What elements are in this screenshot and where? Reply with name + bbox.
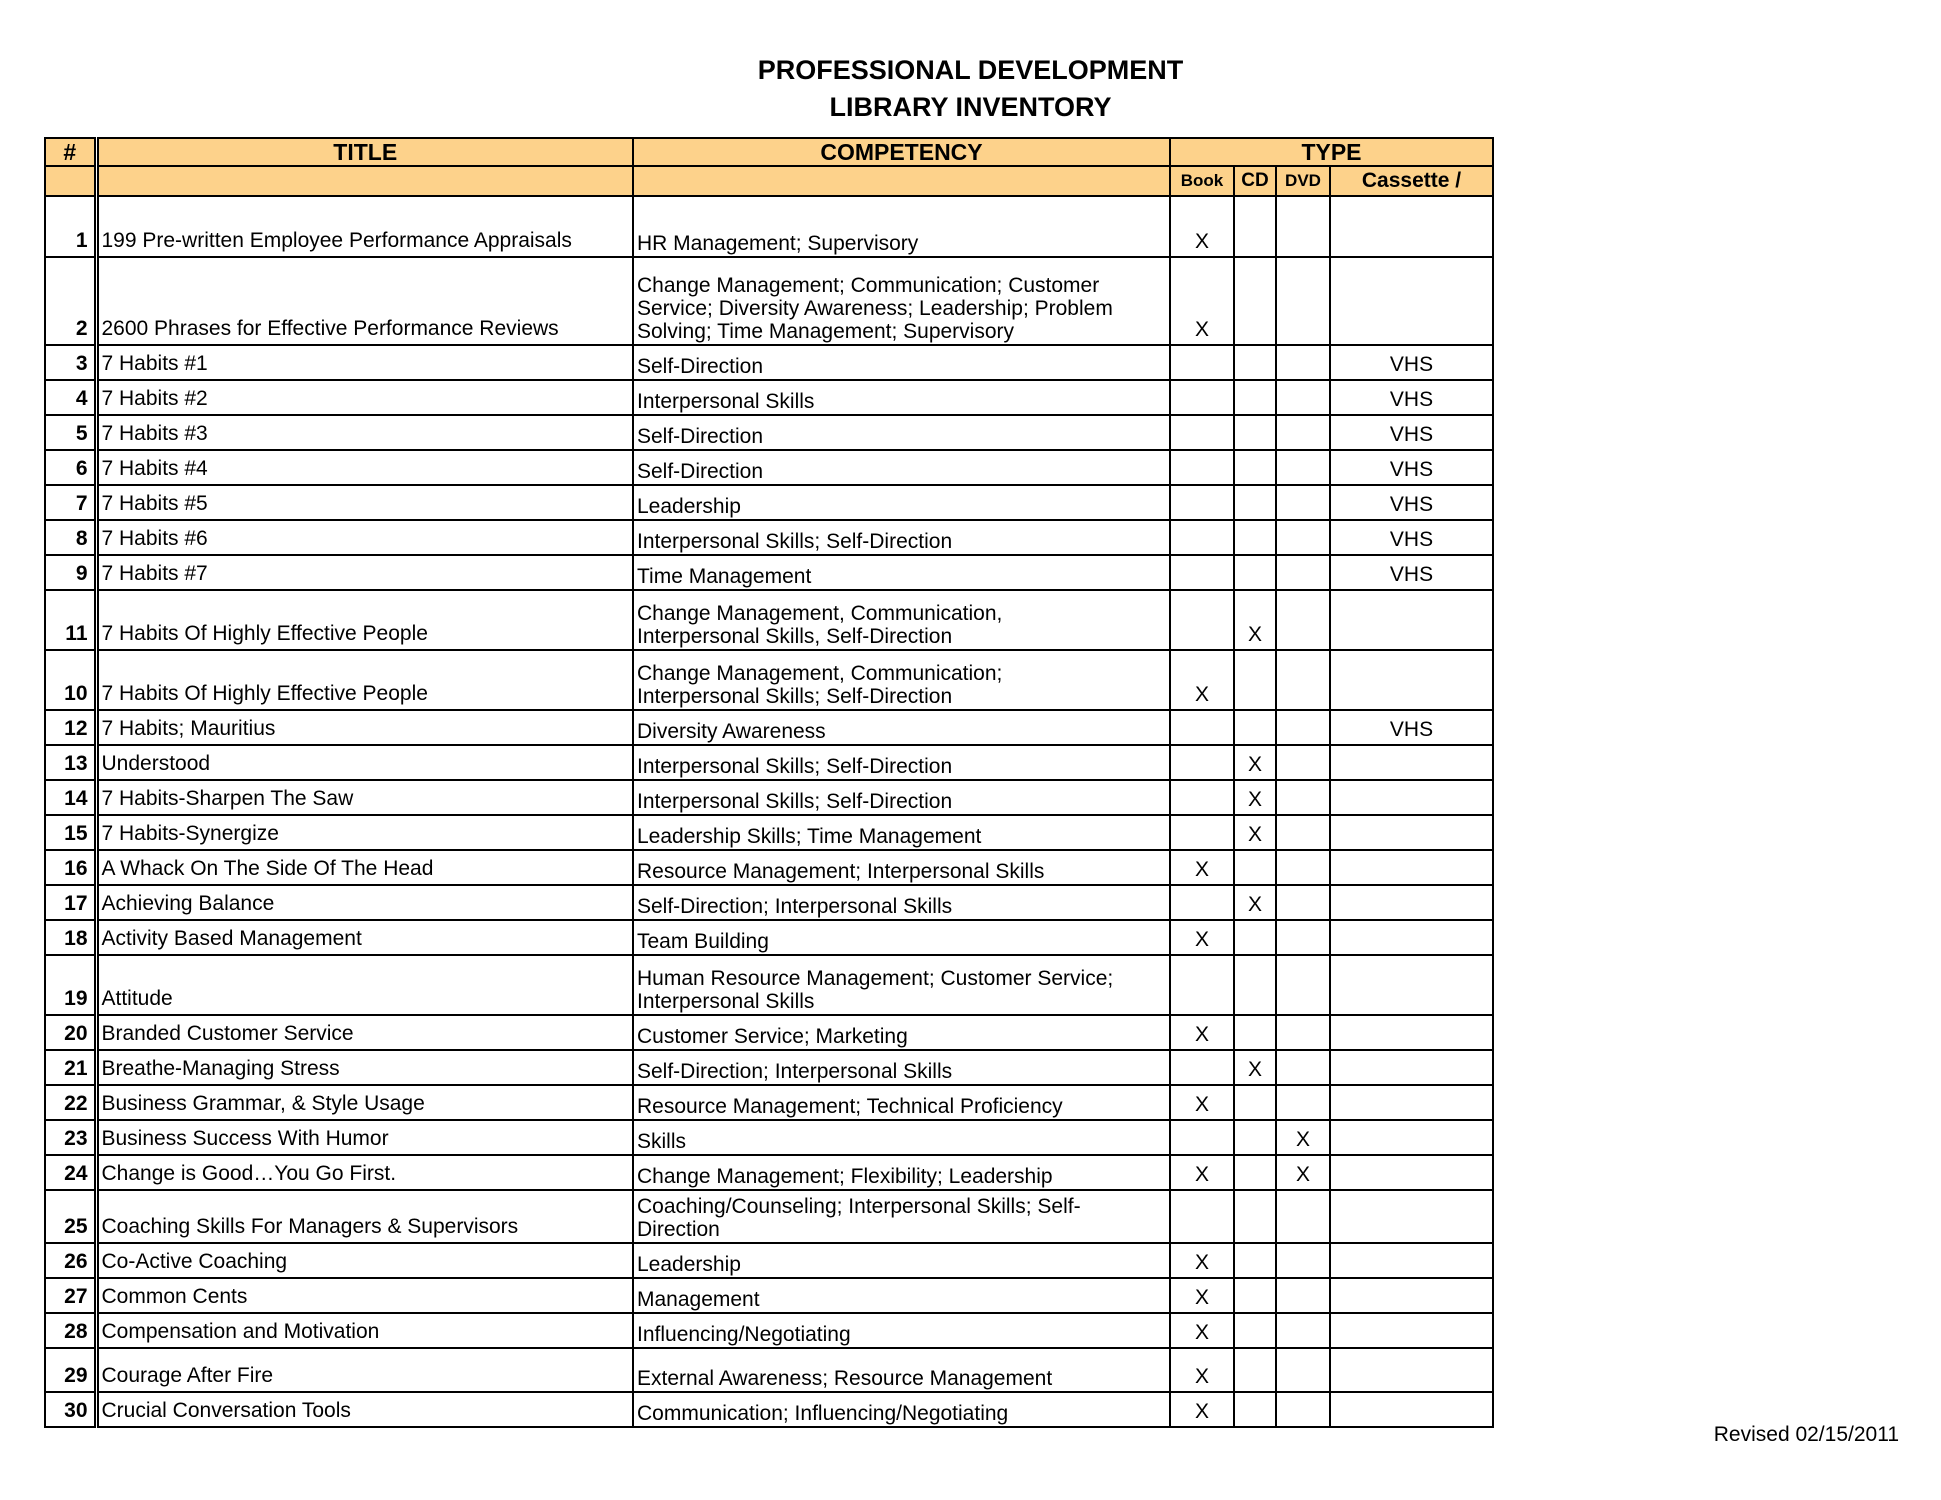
table-row: [45, 650, 1493, 710]
row-dvd-mark: [1276, 1050, 1330, 1085]
row-dvd-mark: X: [1276, 1155, 1330, 1190]
row-title: 7 Habits #6: [96, 520, 633, 555]
row-book-mark: X: [1170, 1085, 1234, 1120]
row-number: 24: [45, 1155, 96, 1190]
row-number: 13: [45, 745, 96, 780]
table-row: [45, 1155, 1493, 1190]
row-book-mark: [1170, 485, 1234, 520]
competency-line: Solving; Time Management; Supervisory: [637, 320, 1015, 343]
row-dvd-mark: [1276, 196, 1330, 257]
row-cassette-mark: [1330, 650, 1493, 710]
row-cassette-mark: VHS: [1330, 450, 1493, 485]
competency-line: Human Resource Management; Customer Service;: [637, 967, 1114, 990]
row-book-mark: X: [1170, 850, 1234, 885]
row-book-mark: [1170, 885, 1234, 920]
row-number: 6: [45, 450, 96, 485]
row-number: 4: [45, 380, 96, 415]
row-title: Achieving Balance: [96, 885, 633, 920]
competency-line: Interpersonal Skills: [637, 390, 815, 413]
row-title: 7 Habits #1: [96, 345, 633, 380]
row-cd-mark: [1234, 485, 1276, 520]
competency-subheader: [633, 166, 1170, 196]
row-title: A Whack On The Side Of The Head: [96, 850, 633, 885]
competency-column-header: COMPETENCY: [633, 138, 1170, 166]
row-number: 23: [45, 1120, 96, 1155]
row-title: 7 Habits #5: [96, 485, 633, 520]
row-book-mark: [1170, 710, 1234, 745]
row-book-mark: X: [1170, 1015, 1234, 1050]
row-cassette-mark: [1330, 745, 1493, 780]
row-cd-mark: [1234, 1120, 1276, 1155]
row-cd-mark: [1234, 345, 1276, 380]
row-cassette-mark: [1330, 850, 1493, 885]
table-row: [45, 450, 1493, 485]
row-competency: [633, 955, 1170, 1015]
row-competency: [633, 257, 1170, 345]
row-number: 7: [45, 485, 96, 520]
document-title: PROFESSIONAL DEVELOPMENT: [757, 55, 1184, 85]
row-title: Common Cents: [96, 1278, 633, 1313]
row-competency: [633, 450, 1170, 485]
row-book-mark: [1170, 1120, 1234, 1155]
row-number: 28: [45, 1313, 96, 1348]
document-subtitle: LIBRARY INVENTORY: [829, 92, 1112, 122]
row-number: 10: [45, 650, 96, 710]
row-title: Coaching Skills For Managers & Supervisors: [96, 1190, 633, 1243]
competency-line: Leadership Skills; Time Management: [637, 825, 982, 848]
row-book-mark: [1170, 815, 1234, 850]
row-book-mark: [1170, 1190, 1234, 1243]
table-row: [45, 1313, 1493, 1348]
row-dvd-mark: [1276, 1243, 1330, 1278]
row-dvd-mark: [1276, 1085, 1330, 1120]
row-dvd-mark: [1276, 850, 1330, 885]
inventory-table: [44, 137, 1494, 1428]
table-row: [45, 920, 1493, 955]
table-row: [45, 1015, 1493, 1050]
row-dvd-mark: [1276, 780, 1330, 815]
row-cassette-mark: [1330, 780, 1493, 815]
row-cd-mark: [1234, 555, 1276, 590]
competency-line: Coaching/Counseling; Interpersonal Skills; Self-: [637, 1195, 1081, 1218]
row-book-mark: X: [1170, 257, 1234, 345]
row-number: 15: [45, 815, 96, 850]
row-number: 3: [45, 345, 96, 380]
competency-line: Self-Direction: [637, 355, 764, 378]
row-title: Compensation and Motivation: [96, 1313, 633, 1348]
row-cassette-mark: [1330, 1348, 1493, 1392]
row-cd-mark: X: [1234, 885, 1276, 920]
row-cd-mark: [1234, 1278, 1276, 1313]
row-number: 20: [45, 1015, 96, 1050]
row-book-mark: X: [1170, 1155, 1234, 1190]
table-row: [45, 1050, 1493, 1085]
competency-line: Leadership: [637, 495, 741, 518]
row-dvd-mark: [1276, 485, 1330, 520]
competency-line: Change Management, Communication;: [637, 662, 1003, 685]
row-dvd-mark: [1276, 745, 1330, 780]
row-title: Courage After Fire: [96, 1348, 633, 1392]
row-dvd-mark: [1276, 1190, 1330, 1243]
row-cd-mark: [1234, 450, 1276, 485]
row-competency: [633, 745, 1170, 780]
row-number: 2: [45, 257, 96, 345]
row-cd-mark: X: [1234, 780, 1276, 815]
row-title: Crucial Conversation Tools: [96, 1392, 633, 1427]
row-competency: [633, 885, 1170, 920]
row-dvd-mark: [1276, 415, 1330, 450]
row-cassette-mark: [1330, 1155, 1493, 1190]
row-cd-mark: [1234, 650, 1276, 710]
competency-line: Interpersonal Skills: [637, 990, 815, 1013]
row-cd-mark: [1234, 1015, 1276, 1050]
row-number: 27: [45, 1278, 96, 1313]
row-cd-mark: X: [1234, 1050, 1276, 1085]
row-title: Business Success With Humor: [96, 1120, 633, 1155]
row-cd-mark: [1234, 1392, 1276, 1427]
row-cassette-mark: [1330, 1392, 1493, 1427]
row-number: 16: [45, 850, 96, 885]
row-title: 2600 Phrases for Effective Performance Reviews: [96, 257, 633, 345]
row-title: Breathe-Managing Stress: [96, 1050, 633, 1085]
competency-line: Skills: [637, 1130, 687, 1153]
row-cassette-mark: VHS: [1330, 555, 1493, 590]
row-title: 7 Habits #4: [96, 450, 633, 485]
row-title: 7 Habits #3: [96, 415, 633, 450]
row-title: 7 Habits Of Highly Effective People: [96, 650, 633, 710]
cassette-column-header: Cassette /: [1330, 166, 1493, 196]
row-dvd-mark: [1276, 1313, 1330, 1348]
competency-line: Resource Management; Interpersonal Skills: [637, 860, 1045, 883]
row-competency: [633, 1243, 1170, 1278]
row-dvd-mark: [1276, 1015, 1330, 1050]
row-cd-mark: [1234, 1155, 1276, 1190]
row-competency: [633, 1278, 1170, 1313]
cd-column-header: CD: [1234, 166, 1276, 196]
row-cassette-mark: VHS: [1330, 415, 1493, 450]
row-book-mark: X: [1170, 1278, 1234, 1313]
row-competency: [633, 555, 1170, 590]
row-competency: [633, 850, 1170, 885]
row-title: Branded Customer Service: [96, 1015, 633, 1050]
table-row: [45, 885, 1493, 920]
row-cd-mark: [1234, 920, 1276, 955]
row-cassette-mark: [1330, 1313, 1493, 1348]
row-number: 30: [45, 1392, 96, 1427]
row-title: 7 Habits-Synergize: [96, 815, 633, 850]
row-book-mark: [1170, 450, 1234, 485]
competency-line: Team Building: [637, 930, 769, 953]
row-cd-mark: [1234, 1085, 1276, 1120]
row-number: 5: [45, 415, 96, 450]
table-row: [45, 780, 1493, 815]
row-competency: [633, 710, 1170, 745]
row-title: Understood: [96, 745, 633, 780]
row-cassette-mark: [1330, 1085, 1493, 1120]
row-book-mark: X: [1170, 1313, 1234, 1348]
competency-line: Self-Direction; Interpersonal Skills: [637, 1060, 953, 1083]
table-row: [45, 1348, 1493, 1392]
competency-line: Service; Diversity Awareness; Leadership; Problem: [637, 297, 1113, 320]
row-title: 199 Pre-written Employee Performance Appraisals: [96, 196, 633, 257]
row-book-mark: [1170, 415, 1234, 450]
table-row: [45, 555, 1493, 590]
row-dvd-mark: [1276, 1392, 1330, 1427]
row-book-mark: X: [1170, 1348, 1234, 1392]
competency-line: Communication; Influencing/Negotiating: [637, 1402, 1009, 1425]
row-cassette-mark: [1330, 590, 1493, 650]
row-competency: [633, 380, 1170, 415]
row-cassette-mark: VHS: [1330, 345, 1493, 380]
row-competency: [633, 650, 1170, 710]
row-number: 18: [45, 920, 96, 955]
table-row: [45, 850, 1493, 885]
row-cassette-mark: [1330, 1050, 1493, 1085]
row-cassette-mark: [1330, 920, 1493, 955]
row-cd-mark: X: [1234, 745, 1276, 780]
table-row: [45, 955, 1493, 1015]
row-number: 19: [45, 955, 96, 1015]
row-competency: [633, 196, 1170, 257]
competency-line: Resource Management; Technical Proficiency: [637, 1095, 1063, 1118]
table-row: [45, 1243, 1493, 1278]
row-dvd-mark: [1276, 815, 1330, 850]
competency-line: Time Management: [637, 565, 812, 588]
competency-line: Influencing/Negotiating: [637, 1323, 851, 1346]
competency-line: Change Management; Flexibility; Leadership: [637, 1165, 1053, 1188]
row-dvd-mark: [1276, 955, 1330, 1015]
row-title: 7 Habits Of Highly Effective People: [96, 590, 633, 650]
row-number: 26: [45, 1243, 96, 1278]
row-cd-mark: [1234, 1190, 1276, 1243]
num-column-header: #: [45, 138, 96, 166]
table-row: [45, 415, 1493, 450]
row-cd-mark: [1234, 196, 1276, 257]
row-cassette-mark: [1330, 885, 1493, 920]
competency-line: Interpersonal Skills; Self-Direction: [637, 755, 953, 778]
row-competency: [633, 345, 1170, 380]
row-competency: [633, 1120, 1170, 1155]
row-cd-mark: [1234, 1348, 1276, 1392]
row-competency: [633, 1190, 1170, 1243]
row-cd-mark: [1234, 710, 1276, 745]
row-cd-mark: [1234, 257, 1276, 345]
table-row: [45, 1392, 1493, 1427]
competency-line: Customer Service; Marketing: [637, 1025, 908, 1048]
competency-line: Change Management; Communication; Customer: [637, 274, 1100, 297]
row-book-mark: [1170, 955, 1234, 1015]
row-competency: [633, 780, 1170, 815]
row-dvd-mark: [1276, 710, 1330, 745]
row-cd-mark: [1234, 520, 1276, 555]
row-dvd-mark: [1276, 380, 1330, 415]
competency-line: Interpersonal Skills; Self-Direction: [637, 530, 953, 553]
competency-line: Change Management, Communication,: [637, 602, 1003, 625]
row-cassette-mark: [1330, 1120, 1493, 1155]
num-subheader: [45, 166, 96, 196]
row-number: 11: [45, 590, 96, 650]
competency-line: Self-Direction; Interpersonal Skills: [637, 895, 953, 918]
row-book-mark: [1170, 380, 1234, 415]
row-competency: [633, 1348, 1170, 1392]
row-number: 25: [45, 1190, 96, 1243]
row-number: 21: [45, 1050, 96, 1085]
row-competency: [633, 1050, 1170, 1085]
competency-line: Leadership: [637, 1253, 741, 1276]
competency-line: Self-Direction: [637, 460, 764, 483]
competency-line: Direction: [637, 1218, 720, 1241]
table-row: [45, 485, 1493, 520]
row-cassette-mark: VHS: [1330, 520, 1493, 555]
row-competency: [633, 815, 1170, 850]
row-title: Business Grammar, & Style Usage: [96, 1085, 633, 1120]
revised-date: Revised 02/15/2011: [1713, 1423, 1899, 1446]
row-book-mark: X: [1170, 1392, 1234, 1427]
row-dvd-mark: [1276, 885, 1330, 920]
row-cassette-mark: [1330, 955, 1493, 1015]
row-dvd-mark: [1276, 257, 1330, 345]
row-cassette-mark: [1330, 1190, 1493, 1243]
row-book-mark: X: [1170, 196, 1234, 257]
row-book-mark: X: [1170, 920, 1234, 955]
table-row: [45, 1085, 1493, 1120]
table-row: [45, 815, 1493, 850]
row-book-mark: [1170, 1050, 1234, 1085]
row-competency: [633, 1015, 1170, 1050]
row-competency: [633, 1313, 1170, 1348]
title-subheader: [96, 166, 633, 196]
row-dvd-mark: [1276, 590, 1330, 650]
row-cassette-mark: VHS: [1330, 485, 1493, 520]
row-title: Change is Good…You Go First.: [96, 1155, 633, 1190]
competency-line: Diversity Awareness: [637, 720, 826, 743]
row-cassette-mark: VHS: [1330, 380, 1493, 415]
row-title: 7 Habits #2: [96, 380, 633, 415]
competency-line: HR Management; Supervisory: [637, 232, 919, 255]
row-title: Co-Active Coaching: [96, 1243, 633, 1278]
row-cd-mark: [1234, 1313, 1276, 1348]
row-competency: [633, 520, 1170, 555]
table-row: [45, 745, 1493, 780]
row-competency: [633, 590, 1170, 650]
row-number: 29: [45, 1348, 96, 1392]
row-number: 17: [45, 885, 96, 920]
row-book-mark: [1170, 590, 1234, 650]
row-competency: [633, 1392, 1170, 1427]
row-competency: [633, 920, 1170, 955]
row-cassette-mark: [1330, 1243, 1493, 1278]
table-row: [45, 1120, 1493, 1155]
competency-line: Interpersonal Skills, Self-Direction: [637, 625, 953, 648]
row-dvd-mark: [1276, 520, 1330, 555]
row-dvd-mark: [1276, 555, 1330, 590]
competency-line: Interpersonal Skills; Self-Direction: [637, 790, 953, 813]
table-row: [45, 1278, 1493, 1313]
table-row: [45, 590, 1493, 650]
row-number: 9: [45, 555, 96, 590]
row-cd-mark: [1234, 850, 1276, 885]
table-row: [45, 196, 1493, 257]
row-cassette-mark: [1330, 815, 1493, 850]
row-title: 7 Habits #7: [96, 555, 633, 590]
row-competency: [633, 1085, 1170, 1120]
row-book-mark: X: [1170, 1243, 1234, 1278]
row-cd-mark: [1234, 380, 1276, 415]
row-dvd-mark: [1276, 345, 1330, 380]
row-book-mark: [1170, 520, 1234, 555]
table-row: [45, 380, 1493, 415]
row-dvd-mark: X: [1276, 1120, 1330, 1155]
title-column-header: TITLE: [96, 138, 633, 166]
row-cd-mark: [1234, 1243, 1276, 1278]
competency-line: Interpersonal Skills; Self-Direction: [637, 685, 953, 708]
row-cassette-mark: [1330, 1278, 1493, 1313]
row-number: 12: [45, 710, 96, 745]
row-competency: [633, 415, 1170, 450]
row-dvd-mark: [1276, 920, 1330, 955]
table-row: [45, 520, 1493, 555]
row-number: 14: [45, 780, 96, 815]
row-number: 8: [45, 520, 96, 555]
table-row: [45, 345, 1493, 380]
row-number: 22: [45, 1085, 96, 1120]
row-dvd-mark: [1276, 650, 1330, 710]
row-dvd-mark: [1276, 450, 1330, 485]
competency-line: External Awareness; Resource Management: [637, 1367, 1053, 1390]
row-dvd-mark: [1276, 1348, 1330, 1392]
competency-line: Self-Direction: [637, 425, 764, 448]
row-competency: [633, 485, 1170, 520]
row-book-mark: [1170, 745, 1234, 780]
row-cd-mark: [1234, 415, 1276, 450]
dvd-column-header: DVD: [1276, 166, 1330, 196]
row-cassette-mark: VHS: [1330, 710, 1493, 745]
row-book-mark: [1170, 780, 1234, 815]
competency-line: Management: [637, 1288, 760, 1311]
row-book-mark: [1170, 345, 1234, 380]
row-cassette-mark: [1330, 1015, 1493, 1050]
book-column-header: Book: [1170, 166, 1234, 196]
row-cassette-mark: [1330, 257, 1493, 345]
row-cd-mark: X: [1234, 590, 1276, 650]
type-column-header: TYPE: [1170, 138, 1493, 166]
table-row: [45, 257, 1493, 345]
row-competency: [633, 1155, 1170, 1190]
row-title: Attitude: [96, 955, 633, 1015]
table-row: [45, 1190, 1493, 1243]
row-book-mark: X: [1170, 650, 1234, 710]
inventory-rows: [45, 196, 1493, 1427]
row-dvd-mark: [1276, 1278, 1330, 1313]
row-title: Activity Based Management: [96, 920, 633, 955]
row-cd-mark: [1234, 955, 1276, 1015]
table-row: [45, 710, 1493, 745]
row-number: 1: [45, 196, 96, 257]
row-title: 7 Habits; Mauritius: [96, 710, 633, 745]
row-book-mark: [1170, 555, 1234, 590]
row-title: 7 Habits-Sharpen The Saw: [96, 780, 633, 815]
row-cd-mark: X: [1234, 815, 1276, 850]
row-cassette-mark: [1330, 196, 1493, 257]
